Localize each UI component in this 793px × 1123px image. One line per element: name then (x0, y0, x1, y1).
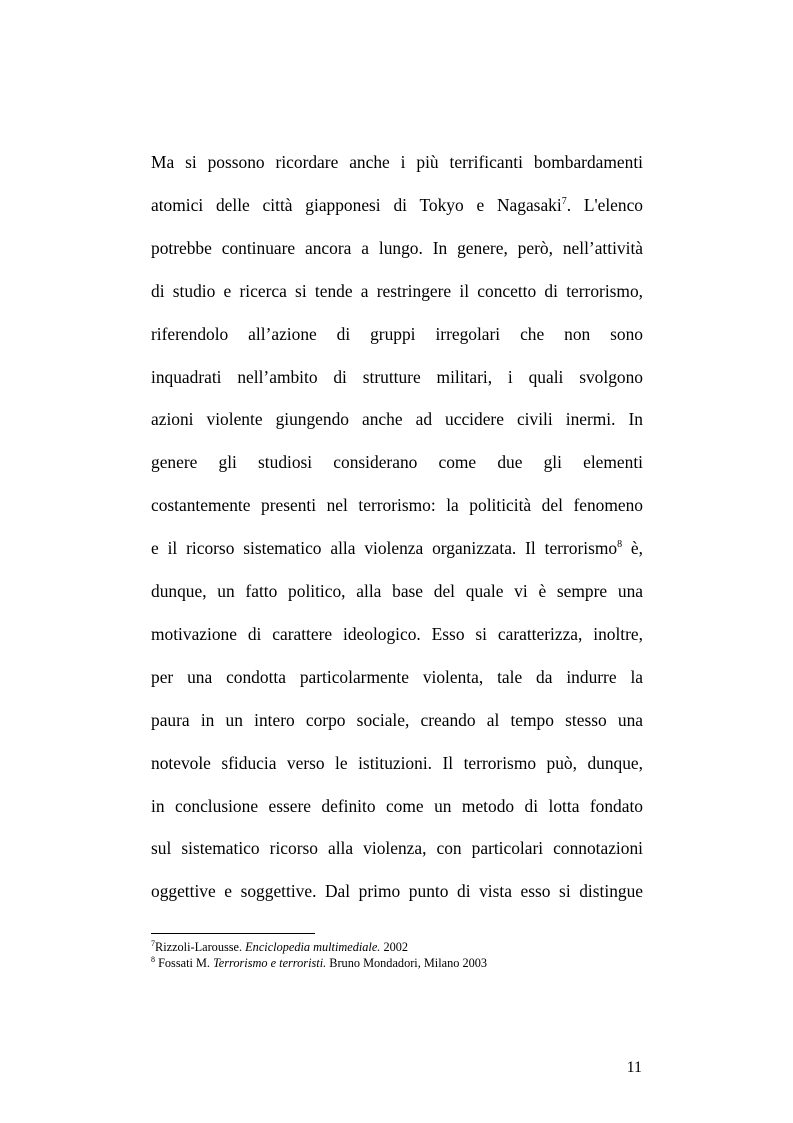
footnotes (151, 939, 643, 971)
body-line (151, 408, 643, 430)
footnote-details: 2002 (380, 940, 409, 954)
body-line-text: . L'elenco (566, 194, 643, 215)
body-line-text: motivazione di carattere ideologico. Esso si caratterizza, inoltre, (151, 623, 643, 644)
body-line (151, 580, 643, 602)
body-line-text: genere gli studiosi considerano come due gli elementi (151, 452, 643, 473)
body-line-text: di studio e ricerca si tende a restringere il concetto di terrorismo, (151, 280, 643, 301)
body-line-text: azioni violente giungendo anche ad uccidere civili inermi. In (151, 409, 643, 430)
footnote-separator (151, 933, 315, 934)
body-line-text: atomici delle città giapponesi di Tokyo e Nagasaki (151, 194, 562, 215)
body-line (151, 194, 643, 216)
body-line-text: notevole sfiducia verso le istituzioni. Il terrorismo può, dunque, (151, 752, 643, 773)
body-line (151, 151, 643, 173)
footnote-author: Fossati M. (155, 956, 214, 970)
body-line (151, 795, 643, 817)
body-line-text: in conclusione essere definito come un metodo di lotta fondato (151, 795, 643, 816)
page-number: 11 (626, 1059, 642, 1076)
body-line-text: e il ricorso sistematico alla violenza organizzata. Il terrorismo (151, 538, 618, 559)
body-line (151, 494, 643, 516)
footnote (151, 939, 643, 955)
footnote-reference: 8 (617, 539, 623, 551)
body-line-text: oggettive e soggettive. Dal primo punto di vista esso si distingue (151, 881, 643, 902)
body-line-text: potrebbe continuare ancora a lungo. In genere, però, nell’attività (151, 237, 643, 258)
body-line (151, 537, 643, 559)
footnote-details: Bruno Mondadori, Milano 2003 (326, 956, 488, 970)
body-line (151, 280, 643, 302)
footnote-number: 7 (151, 939, 155, 948)
body-line-text: riferendolo all’azione di gruppi irregolari che non sono (151, 323, 643, 344)
footnote-title: Terrorismo e terroristi. (213, 956, 327, 970)
body-line (151, 237, 643, 259)
body-line (151, 880, 643, 902)
body-line (151, 323, 643, 345)
body-line-text: costantemente presenti nel terrorismo: la politicità del fenomeno (151, 495, 643, 516)
body-line-text: dunque, un fatto politico, alla base del quale vi è sempre una (151, 581, 643, 601)
body-line (151, 366, 643, 388)
body-line (151, 451, 643, 473)
body-line-text: sul sistematico ricorso alla violenza, con particolari connotazioni (151, 838, 643, 859)
footnote-author: Rizzoli-Larousse. (155, 940, 246, 954)
body-line-text: è, (622, 538, 643, 559)
body-line (151, 752, 643, 774)
footnote-number: 8 (151, 955, 155, 964)
body-line (151, 709, 643, 731)
footnote (151, 955, 643, 971)
body-line (151, 837, 643, 859)
body-line-text: per una condotta particolarmente violenta, tale da indurre la (151, 666, 643, 687)
body-line-text: Ma si possono ricordare anche i più terrificanti bombardamenti (151, 152, 643, 172)
body-line-text: paura in un intero corpo sociale, creando al tempo stesso una (151, 709, 643, 730)
body-line (151, 666, 643, 688)
body-line (151, 623, 643, 645)
footnote-title: Enciclopedia multimediale. (245, 940, 381, 954)
footnote-reference: 7 (561, 195, 567, 207)
body-line-text: inquadrati nell’ambito di strutture militari, i quali svolgono (151, 366, 643, 387)
